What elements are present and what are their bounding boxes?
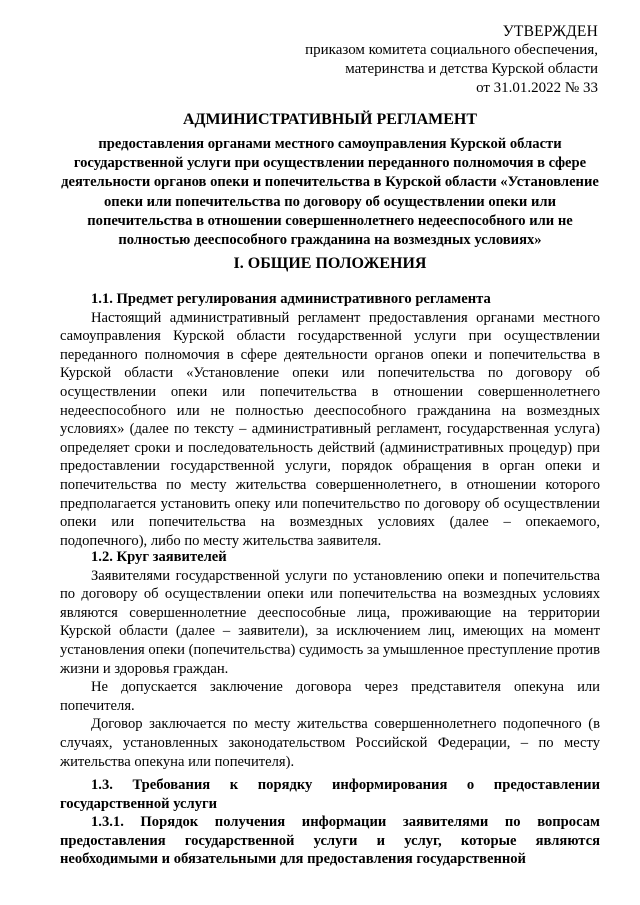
subsection-1-1 <box>60 290 600 550</box>
subsection-heading: 1.3. Требования к порядку информирования о предоставлении государственной услуги <box>60 777 600 812</box>
subsection-1-3 <box>60 776 600 869</box>
section-heading-general: I. ОБЩИЕ ПОЛОЖЕНИЯ <box>233 255 427 272</box>
document-title: АДМИНИСТРАТИВНЫЙ РЕГЛАМЕНТ <box>182 111 478 128</box>
approval-stamp <box>305 22 598 98</box>
paragraph: 1.3.1. Порядок получения информации заявителями по вопросам предоставления государственной услуги и услуг, которые являются необходимыми и обязательными для предоставления государственной <box>60 814 600 868</box>
paragraph: Договор заключается по месту жительства совершеннолетнего подопечного (в случаях, установленных законодательством Российской Федерации, – по месту жительства опекуна или попечителя). <box>60 716 600 770</box>
approval-title: УТВЕРЖДЕН <box>502 23 598 40</box>
paragraph: Заявителями государственной услуги по установлению опеки и попечительства по договору об осуществлении опеки или попечительства на возмездных условиях являются совершеннолетние дееспособные лица, проживающие на территории Курской области (далее – заявители), за исключением лиц, имеющих на момент установления опеки (попечительства) судимость за умышленное преступление против жизни и здоровья граждан. <box>60 567 600 677</box>
approval-date-line: от 31.01.2022 № 33 <box>476 80 598 96</box>
subsection-1-2 <box>60 548 600 771</box>
approval-committee-line: материнства и детства Курской области <box>345 61 598 77</box>
subsection-heading: 1.2. Круг заявителей <box>91 549 227 565</box>
document-subtitle: предоставления органами местного самоуправления Курской области государственной услуги при осуществлении переданного полномочия в сфере деятельности органов опеки и попечительства в Курской области «Установление опеки или попечительства по договору об осуществлении опеки или попечительства в отношении совершеннолетнего недееспособного или не полностью дееспособного гражданина на возмездных условиях» <box>61 136 599 249</box>
paragraph: Не допускается заключение договора через представителя опекуна или попечителя. <box>60 679 600 714</box>
subsection-heading: 1.1. Предмет регулирования административного регламента <box>91 291 491 307</box>
document-title-block <box>60 108 600 250</box>
approval-order-line: приказом комитета социального обеспечения, <box>305 42 598 58</box>
paragraph: Настоящий административный регламент предоставления органами местного самоуправления Курской области государственной услуги при осуществлении переданного полномочия в сфере деятельности органов опеки и попечительства в Курской области «Установление опеки или попечительства по договору об осуществлении опеки или попечительства в отношении совершеннолетнего недееспособного или не полностью дееспособного гражданина на возмездных условиях» (далее по тексту – административный регламент, государственная услуга) определяет сроки и последовательность действий (административных процедур) при предоставлении государственной услуги, порядок обращения в орган опеки и попечительства по месту жительства совершеннолетнего, в отношении которого предполагается установить опеку или попечительство по договору об осуществлении опеки или попечительства на возмездных условиях (далее – опекаемого, подопечного), либо по месту жительства заявителя. <box>60 309 600 549</box>
